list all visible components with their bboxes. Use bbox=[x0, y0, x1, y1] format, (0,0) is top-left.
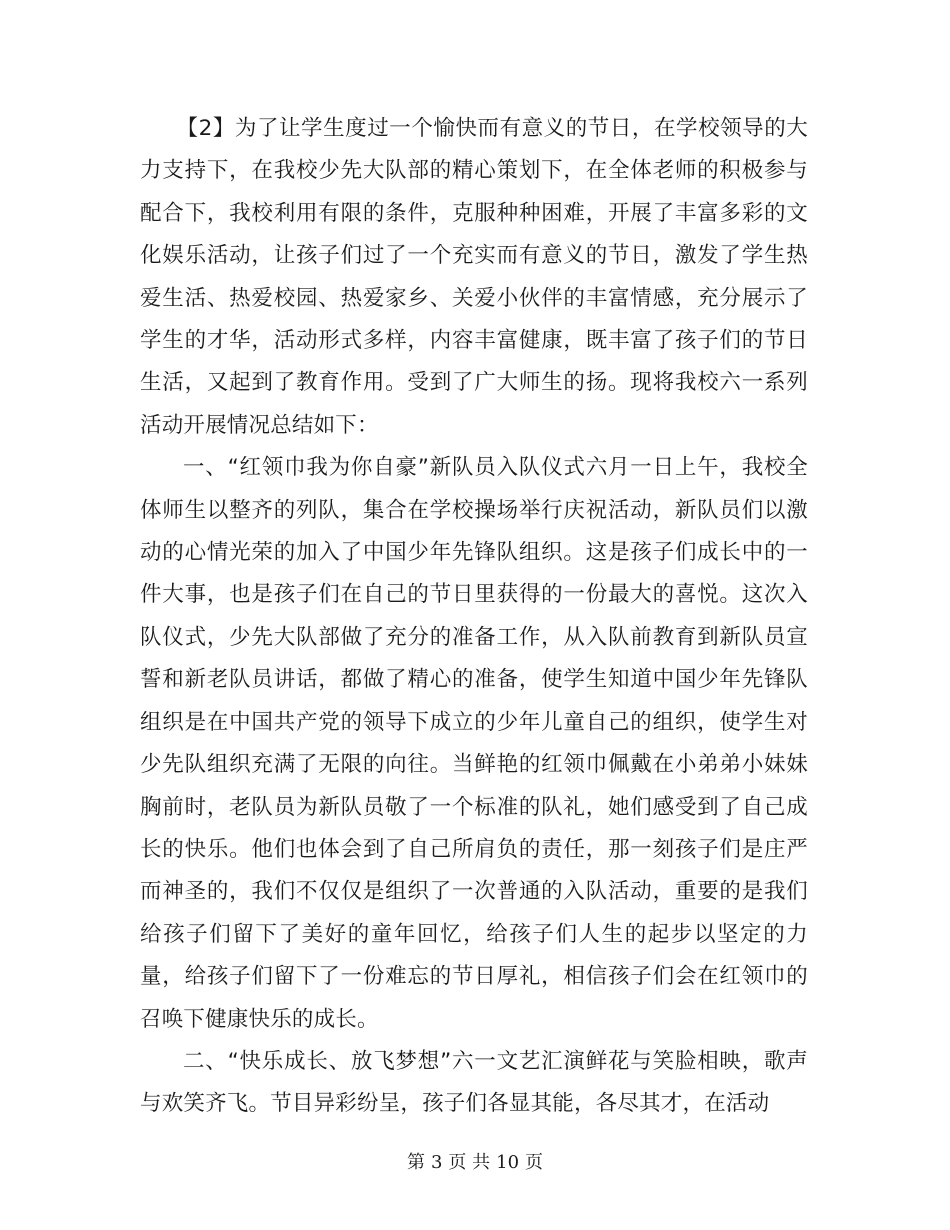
page-number: 3 bbox=[430, 1152, 443, 1173]
footer-suffix: 页 bbox=[525, 1152, 544, 1173]
page-footer bbox=[0, 1148, 950, 1174]
paragraph-section-one: 一、“红领巾我为你自豪”新队员入队仪式六月一日上午，我校全体师生以整齐的列队，集合在学校操场举行庆祝活动，新队员们以激动的心情光荣的加入了中国少年先锋队组织。这是孩子们成长中的一件大事，也是孩子们在自己的节日里获得的一份最大的喜悦。这次入队仪式，少先大队部做了充分的准备工作，从入队前教育到新队员宣誓和新老队员讲话，都做了精心的准备，使学生知道中国少年先锋队组织是在中国共产党的领导下成立的少年儿童自己的组织，使学生对少先队组织充满了无限的向往。当鲜艳的红领巾佩戴在小弟弟小妹妹胸前时，老队员为新队员敬了一个标准的队礼，她们感受到了自己成长的快乐。他们也体会到了自己所肩负的责任，那一刻孩子们是庄严而神圣的，我们不仅仅是组织了一次普通的入队活动，重要的是我们给孩子们留下了美好的童年回忆，给孩子们人生的起步以坚定的力量，给孩子们留下了一份难忘的节日厚礼，相信孩子们会在红领巾的召唤下健康快乐的成长。 bbox=[140, 455, 808, 1032]
paragraph-section-two: 二、“快乐成长、放飞梦想”六一文艺汇演鲜花与笑脸相映，歌声与欢笑齐飞。节目异彩纷呈，孩子们各显其能，各尽其才，在活动 bbox=[140, 1048, 808, 1117]
total-pages: 10 bbox=[496, 1152, 520, 1173]
footer-prefix: 第 bbox=[406, 1152, 425, 1173]
document-body bbox=[140, 108, 808, 1126]
footer-middle: 页 共 bbox=[448, 1152, 491, 1173]
paragraph-intro: 【2】为了让学生度过一个愉快而有意义的节日，在学校领导的大力支持下，在我校少先大队部的精心策划下，在全体老师的积极参与配合下，我校利用有限的条件，克服种种困难，开展了丰富多彩的文化娱乐活动，让孩子们过了一个充实而有意义的节日，激发了学生热爱生活、热爱校园、热爱家乡、关爱小伙伴的丰富情感，充分展示了学生的才华，活动形式多样，内容丰富健康，既丰富了孩子们的节日生活，又起到了教育作用。受到了广大师生的扬。现将我校六一系列活动开展情况总结如下： bbox=[140, 116, 808, 438]
